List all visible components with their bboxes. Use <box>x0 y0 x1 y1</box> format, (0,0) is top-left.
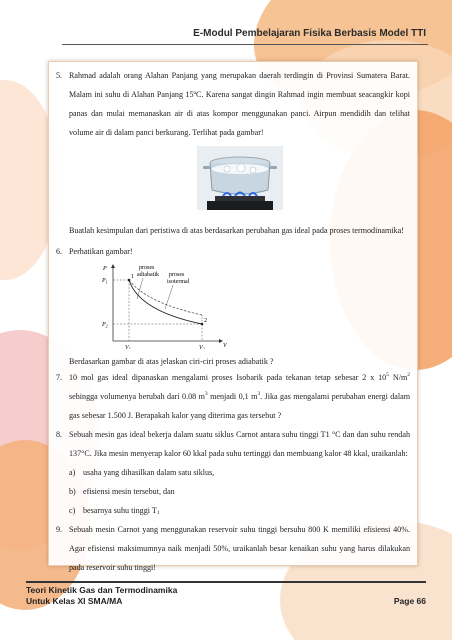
boiling-pot-figure <box>69 146 410 210</box>
question-number: 7. <box>56 373 63 382</box>
v2-label: $V_2$ <box>199 345 205 349</box>
sub-question-list <box>69 463 410 520</box>
isothermal-label: isotermal <box>167 279 190 285</box>
question-task: Berdasarkan gambar di atas jelaskan ciri-ciri proses adiabatik ? <box>69 357 274 366</box>
question-text: Rahmad adalah orang Alahan Panjang yang merupakan daerah terdingin di Provinsi Sumatera Barat. Malam ini suhu di Alahan Panjang 15ºC. Karena sangat dingin Rahmad ingin membuat seacangkir kopi panas dan mulai memanaskan air di atas kompor menggunakan panci. Airpun mendidih dan telihat volume air di dalam panci berkurang. Terlihat pada gambar! <box>69 71 410 137</box>
question-text: 10 mol gas ideal dipanaskan mengalami proses Isobarik pada tekanan tetap sebesar 2 x $10^5$ $N/m^2$ sehingga volumenya berubah dari 0.08 $m^3$ menjadi 0,1 $m^3$. Jika gas mengalami perubahan energi dalam gas sebesar 1.500 J. Berapakah kalor yang diterima gas tersebut ? <box>69 372 411 420</box>
question-text: Sebuah mesin Carnot yang menggunakan reservoir suhu tinggi bersuhu 800 K memiliki efisiensi 40%. Agar efisiensi maksimumnya naik menjadi 50%, uraikanlah besar kenaikan suhu yang harus dilakukan pada reservoir suhu tinggi! <box>69 525 410 572</box>
question-text: Sebuah mesin gas ideal bekerja dalam suatu siklus Carnot antara suhu tinggi T1 °C dan dan suhu rendah 137°C. Jika mesin menyerap kalor 60 kkal pada suhu tertinggi dan membuang kalor 48 kkal, uraikanlah: <box>69 430 410 458</box>
question-text: Perhatikan gambar! <box>69 247 133 256</box>
v1-label: $V_1$ <box>125 345 131 349</box>
isothermal-label: proses <box>169 272 185 278</box>
question-list <box>56 66 410 577</box>
page-header-title: E-Modul Pembelajaran Fisika Berbasis Model TTI <box>193 28 426 39</box>
footer-module-title: Teori Kinetik Gas dan Termodinamika Untuk Kelas XI SMA/MA <box>26 585 178 606</box>
sub-question-a: a) usaha yang dihasilkan dalam satu siklus, <box>69 468 215 477</box>
question-number: 8. <box>56 430 63 439</box>
point-1-label: 1 <box>131 274 134 280</box>
question-5 <box>56 66 410 237</box>
boiling-pot-image <box>197 146 283 210</box>
question-6 <box>56 242 410 368</box>
question-number: 9. <box>56 525 63 534</box>
question-8 <box>56 425 410 520</box>
sub-question-b: b) efisiensi mesin tersebut, dan <box>69 487 175 496</box>
y-axis-label: P <box>103 266 107 272</box>
footer-divider <box>26 581 426 583</box>
question-number: 6. <box>56 247 63 256</box>
page-number: Page 66 <box>393 596 426 606</box>
sub-question-c: c) besarnya suhu tinggi $T_1$ <box>69 506 160 516</box>
p1-label: $P_1$ <box>102 278 108 285</box>
question-number: 5. <box>56 71 63 80</box>
question-task: Buatlah kesimpulan dari peristiwa di atas berdasarkan perubahan gas ideal pada proses termodinamika! <box>69 226 404 235</box>
header-divider <box>62 44 428 45</box>
question-7 <box>56 368 410 425</box>
adiabatic-label: adiabatik <box>137 272 159 278</box>
p2-label: $P_2$ <box>102 322 108 329</box>
adiabatic-curve <box>129 280 202 324</box>
point-2-label: 2 <box>204 318 207 324</box>
x-axis-label: V <box>223 343 227 349</box>
adiabatic-label: proses <box>139 265 155 271</box>
pv-diagram <box>99 263 229 349</box>
question-9 <box>56 520 410 577</box>
